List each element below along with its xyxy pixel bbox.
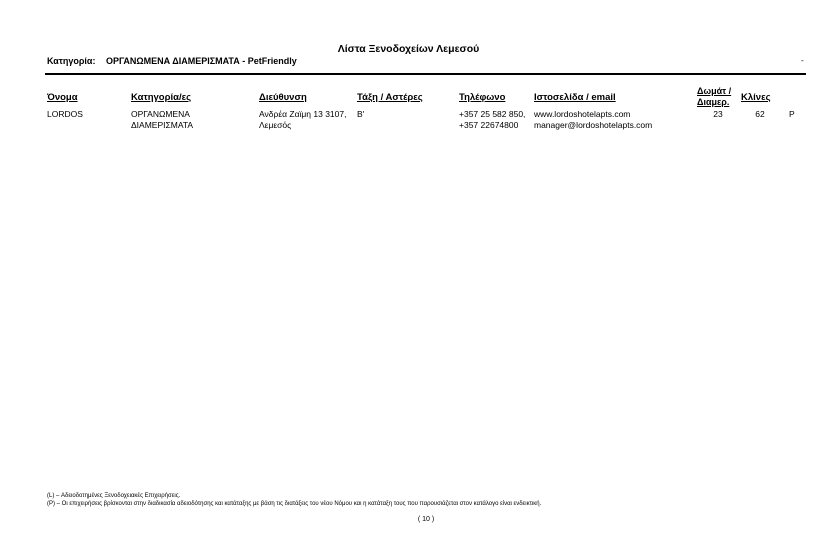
footnote-pending: (P) – Οι επιχειρήσεις βρίσκονται στην διαδικασία αδειοδότησης και κατάταξης με βάση τις διατάξεις του νέου Νόμου και η κατάταξη τους που παρουσιάζεται στον κατάλογο είναι ενδεικτική. <box>47 501 542 507</box>
row-email-link[interactable]: manager@lordoshotelapts.com <box>534 120 653 130</box>
row-category-line2: ΔΙΑΜΕΡΙΣΜΑΤΑ <box>131 120 194 130</box>
col-header-rooms <box>697 86 731 108</box>
col-header-rooms-line1: Δωμάτ / <box>697 86 732 96</box>
footnote-licensed: (L) – Αδειοδοτημένες Ξενοδοχειακές Επιχειρήσεις. <box>47 493 181 499</box>
category-label: Κατηγορία: <box>47 56 96 66</box>
header-divider <box>45 73 806 75</box>
corner-mark: - <box>801 56 804 65</box>
row-category-line1: ΟΡΓΑΝΩΜΕΝΑ <box>131 109 190 119</box>
row-rooms: 23 <box>713 109 723 119</box>
row-contact <box>534 109 652 131</box>
row-phone-line1: +357 25 582 850, <box>459 109 526 119</box>
col-header-website: Ιστοσελίδα / email <box>534 92 616 103</box>
row-beds: 62 <box>755 109 765 119</box>
page-title: Λίστα Ξενοδοχείων Λεμεσού <box>337 43 480 55</box>
col-header-phone: Τηλέφωνο <box>459 92 506 103</box>
row-phone <box>459 109 525 131</box>
row-address-line1: Ανδρέα Ζαϊμη 13 3107, <box>259 109 347 119</box>
row-website-link[interactable]: www.lordoshotelapts.com <box>534 109 631 119</box>
category-line <box>47 56 297 66</box>
row-name: LORDOS <box>47 109 83 119</box>
col-header-rooms-line2: Διαμερ. <box>697 97 730 107</box>
row-status: P <box>789 109 795 119</box>
col-header-category: Κατηγορία/ες <box>131 92 192 103</box>
row-address <box>259 109 346 131</box>
category-value: ΟΡΓΑΝΩΜΕΝΑ ΔΙΑΜΕΡΙΣΜΑΤΑ - PetFriendly <box>105 56 297 66</box>
row-class: Β' <box>357 109 365 119</box>
row-phone-line2: +357 22674800 <box>459 120 519 130</box>
col-header-address: Διεύθυνση <box>259 92 307 103</box>
col-header-beds: Κλίνες <box>741 92 771 103</box>
row-address-line2: Λεμεσός <box>259 120 292 130</box>
row-category <box>131 109 193 131</box>
col-header-class: Τάξη / Αστέρες <box>357 92 423 103</box>
page-number: ( 10 ) <box>417 516 435 523</box>
col-header-name: Όνομα <box>47 92 78 103</box>
